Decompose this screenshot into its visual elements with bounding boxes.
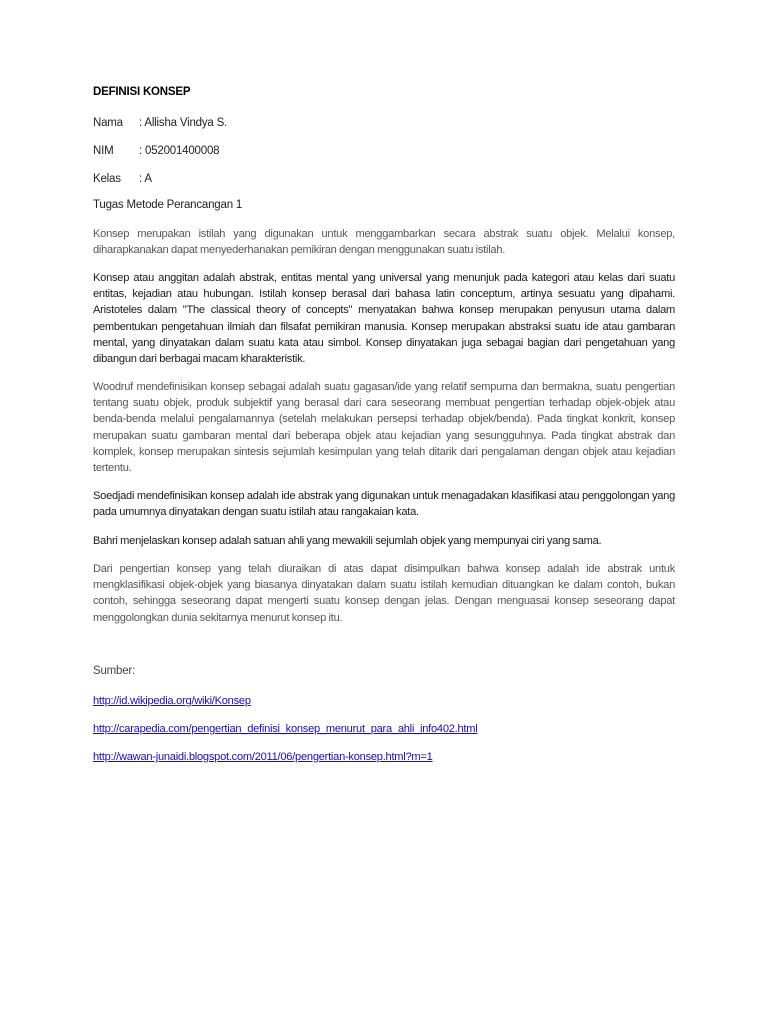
field-label: NIM [93, 145, 114, 157]
paragraph-1: Konsep merupakan istilah yang digunakan untuk menggambarkan secara abstrak suatu objek. Melalui konsep, diharapkanakan dapat menyederhanakan pemikiran dengan menggunakan suatu istilah. [93, 228, 675, 257]
paragraph-2: Konsep atau anggitan adalah abstrak, entitas mental yang universal yang menunjuk pada kategori atau kelas dari suatu entitas, kejadian atau hubungan. Istilah konsep berasal dari bahasa latin conceptum, artinya sesuatu yang dipahami. Aristoteles dalam "The classical theory of concepts" menyatakan bahwa konsep merupakan penyusun utama dalam pembentukan pengetahuan ilmiah dan filsafat pemikiran manusia. Konsep merupakan abstraksi suatu ide atau gambaran mental, yang dinyatakan dalam suatu kata atau simbol. Konsep dinyatakan juga sebagai bagian dari pengetahuan yang dibangun dari berbagai macam kharakteristik. [93, 272, 675, 366]
paragraph-3: Woodruf mendefinisikan konsep sebagai adalah suatu gagasan/ide yang relatif sempurna dan bermakna, suatu pengertian tentang suatu objek, produk subjektif yang berasal dari cara seseorang membuat pengertian terhadap objek-objek atau benda-benda melalui pengalamannya (setelah melakukan persepsi terhadap objek/benda). Pada tingkat konkrit, konsep merupakan suatu gambaran mental dari beberapa objek atau kejadian yang sesungguhnya. Pada tingkat abstrak dan komplek, konsep merupakan sintesis sejumlah kesimpulan yang telah ditarik dari pengalaman dengan objek atau kejadian tertentu. [93, 381, 675, 475]
paragraph-6: Dari pengertian konsep yang telah diuraikan di atas dapat disimpulkan bahwa konsep adalah ide abstrak untuk mengklasifikasi objek-objek yang biasanya dinyatakan dalam suatu istilah kemudian dituangkan ke dalam contoh, bukan contoh, sehingga seseorang dapat mengerti suatu konsep dengan jelas. Dengan menguasai konsep seseorang dapat menggolongkan dunia sekitarnya menurut konsep itu. [93, 563, 675, 624]
assignment-subject: Tugas Metode Perancangan 1 [93, 199, 243, 211]
paragraph-5: Bahri menjelaskan konsep adalah satuan ahli yang mewakili sejumlah objek yang mempunyai ciri yang sama. [93, 535, 602, 547]
field-value: : Allisha Vindya S. [139, 117, 228, 129]
paragraph-4: Soedjadi mendefinisikan konsep adalah ide abstrak yang digunakan untuk menagadakan klasifikasi atau penggolongan yang pada umumnya dinyatakan dengan suatu istilah atau rangakaian kata. [93, 490, 675, 519]
field-label: Kelas [93, 173, 121, 185]
field-kelas [93, 171, 152, 187]
document-page [93, 0, 675, 1024]
sources-heading: Sumber: [93, 665, 136, 677]
field-nama [93, 115, 227, 131]
source-link[interactable]: http://wawan-junaidi.blogspot.com/2011/06/pengertian-konsep.html?m=1 [93, 751, 433, 763]
document-title: DEFINISI KONSEP [93, 86, 191, 98]
field-value: : A [139, 173, 152, 185]
field-value: : 052001400008 [139, 145, 220, 157]
source-link[interactable]: http://id.wikipedia.org/wiki/Konsep [93, 695, 251, 707]
source-link[interactable]: http://carapedia.com/pengertian_definisi_konsep_menurut_para_ahli_info402.html [93, 723, 478, 735]
field-label: Nama [93, 117, 123, 129]
field-nim [93, 143, 219, 159]
